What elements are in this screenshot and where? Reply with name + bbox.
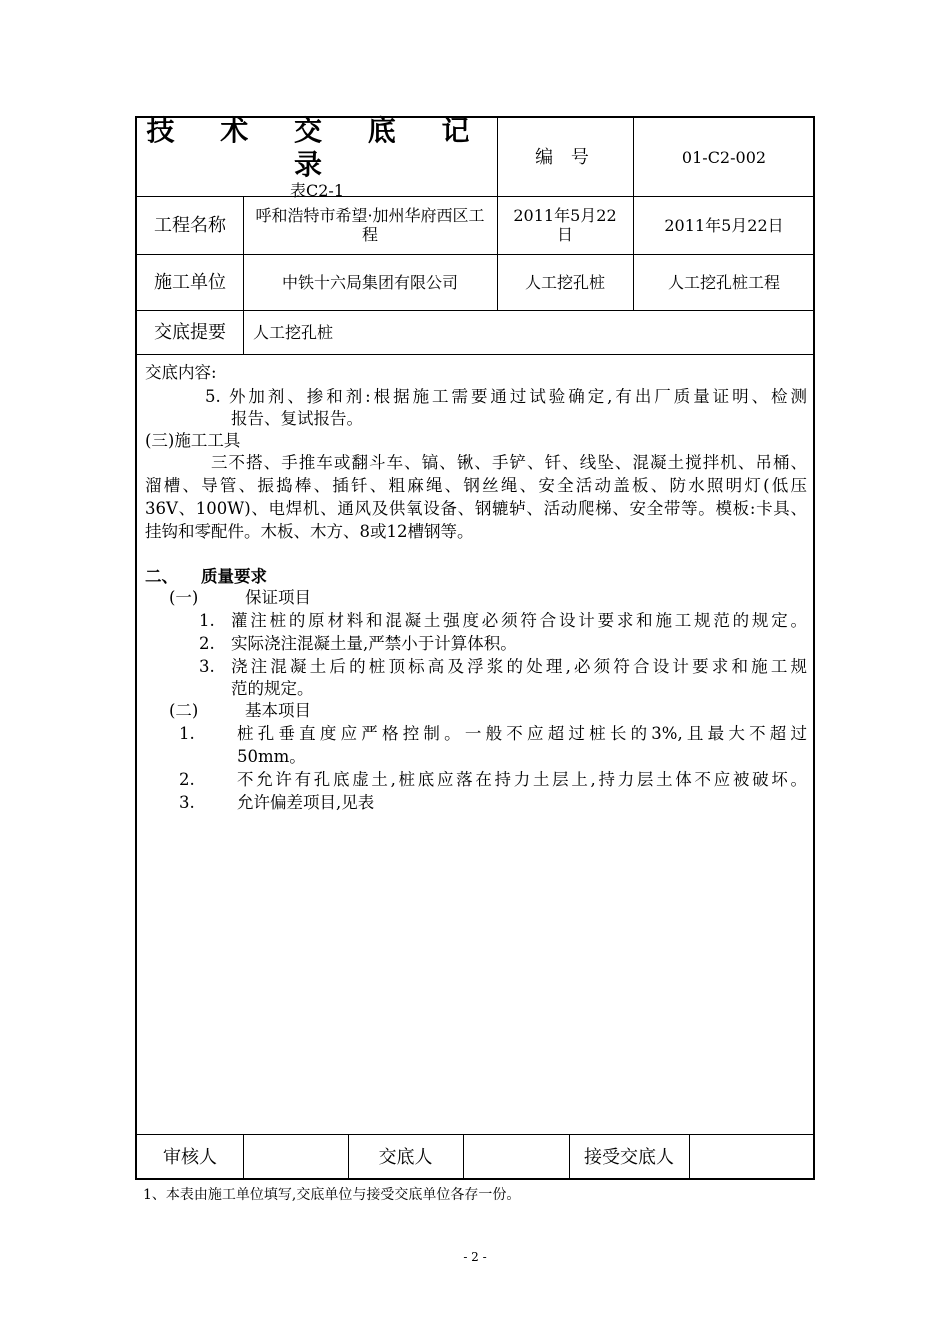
- content-line: 溜槽、导管、振捣棒、插钎、粗麻绳、钢丝绳、安全活动盖板、防水照明灯(低压: [145, 476, 807, 495]
- project-name-value: 呼和浩特市希望·加州华府西区工程: [255, 206, 485, 244]
- reviewer-label: 审核人: [163, 1146, 217, 1168]
- form-title: 技 术 交 底 记 录: [146, 114, 488, 181]
- item-text: 灌注桩的原材料和混凝土强度必须符合设计要求和施工规范的规定。: [231, 611, 807, 630]
- item-number: 3.: [179, 793, 195, 812]
- briefing-summary-value: 人工挖孔桩: [253, 322, 334, 342]
- item-text: 实际浇注混凝土量,严禁小于计算体积。: [231, 634, 517, 653]
- form-footnote: 1、本表由施工单位填写,交底单位与接受交底单位各存一份。: [143, 1187, 521, 1203]
- record-date: 2011年5月22日: [664, 215, 784, 235]
- item-text: 50mm。: [237, 747, 306, 766]
- section-number: 二、: [145, 567, 178, 586]
- sub-project-name: 人工挖孔桩工程: [667, 272, 780, 292]
- briefing-summary-label: 交底提要: [154, 321, 226, 343]
- number-value: 01-C2-002: [681, 147, 767, 167]
- item-text: 允许偏差项目,见表: [237, 793, 375, 812]
- content-heading: 交底内容:: [145, 363, 217, 382]
- content-subheading: (三)施工工具: [145, 431, 241, 450]
- row-divider: [137, 354, 813, 355]
- item-number: 3.: [199, 657, 215, 676]
- item-number: 2.: [179, 770, 195, 789]
- content-line: 5. 外加剂、掺和剂:根据施工需要通过试验确定,有出厂质量证明、检测: [205, 387, 807, 406]
- subsection-title: 基本项目: [245, 701, 311, 720]
- subsection-title: 保证项目: [245, 588, 311, 607]
- item-text: 不允许有孔底虚土,桩底应落在持力土层上,持力层土体不应被破坏。: [237, 770, 807, 789]
- item-text: 范的规定。: [231, 679, 314, 698]
- item-number: 1.: [199, 611, 215, 630]
- construction-unit-value: 中铁十六局集团有限公司: [281, 272, 458, 292]
- construction-unit-label: 施工单位: [154, 271, 226, 293]
- briefing-date: 2011年5月22日: [513, 206, 617, 244]
- item-text: 浇注混凝土后的桩顶标高及浮浆的处理,必须符合设计要求和施工规: [231, 657, 807, 676]
- receiver-label: 接受交底人: [584, 1146, 674, 1168]
- content-line: 挂钩和零配件。木板、木方、8或12槽钢等。: [145, 522, 474, 541]
- receiver-signature-field[interactable]: [689, 1134, 815, 1180]
- project-name-label: 工程名称: [154, 214, 226, 236]
- presenter-signature-field[interactable]: [463, 1134, 569, 1180]
- page-number: - 2 -: [463, 1250, 487, 1264]
- content-line: 36V、100W)、电焊机、通风及供氧设备、钢辘轳、活动爬梯、安全带等。模板:卡具、: [145, 499, 807, 518]
- section-title: 质量要求: [201, 567, 267, 586]
- number-label: 编 号: [535, 146, 595, 168]
- item-text: 桩孔垂直度应严格控制。一般不应超过桩长的3%,且最大不超过: [237, 724, 807, 743]
- form-title-cell: [137, 114, 497, 200]
- item-number: 1.: [179, 724, 195, 743]
- technical-briefing-record-form: [135, 116, 815, 1180]
- item-number: 2.: [199, 634, 215, 653]
- presenter-label: 交底人: [378, 1146, 433, 1168]
- reviewer-signature-field[interactable]: [243, 1134, 348, 1180]
- subsection-number: (一): [169, 588, 199, 607]
- subsection-number: (二): [169, 701, 199, 720]
- content-line: 报告、复试报告。: [231, 409, 363, 428]
- form-code: 表C2-1: [289, 181, 344, 200]
- content-line: 三不搭、手推车或翻斗车、镐、锹、手铲、钎、线坠、混凝土搅拌机、吊桶、: [211, 453, 807, 472]
- sub-item-name: 人工挖孔桩: [524, 272, 605, 292]
